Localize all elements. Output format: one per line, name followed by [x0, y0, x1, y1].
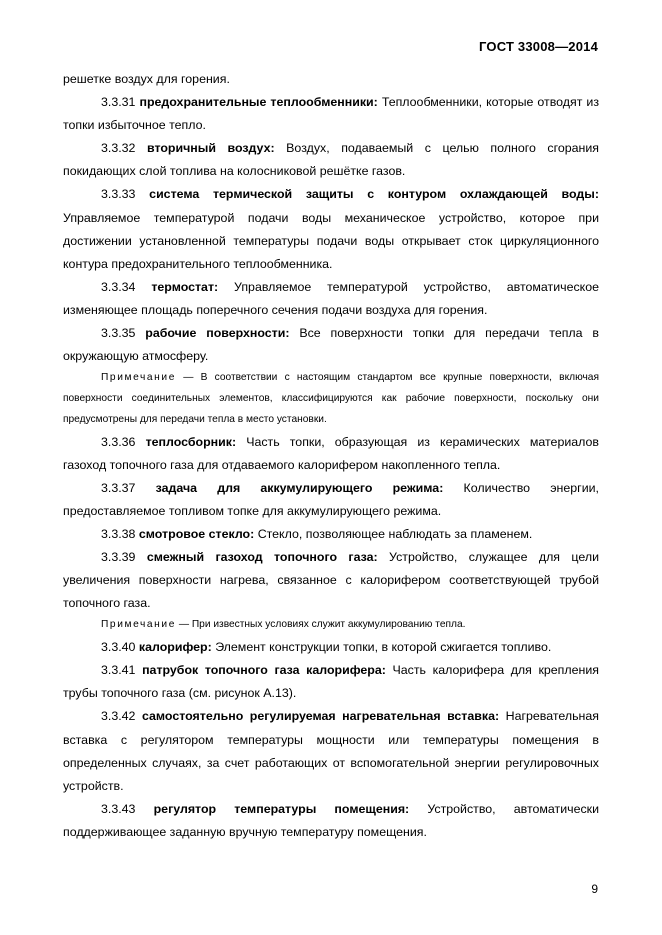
clause-number: 3.3.33 — [101, 187, 136, 202]
clause-number: 3.3.38 — [101, 526, 136, 541]
note-3-3-39 — [63, 615, 599, 636]
definition-3-3-34 — [63, 276, 599, 322]
definition-text: Часть топки, образующая из керамических материалов газоход топочного газа для отдаваемого калорифером накопленного тепла. — [63, 434, 599, 472]
definition-text: Все поверхности топки для передачи тепла в окружающую атмосферу. — [63, 326, 599, 364]
clause-number: 3.3.40 — [101, 640, 136, 655]
definition-3-3-33 — [63, 183, 599, 275]
definition-3-3-42 — [63, 705, 599, 797]
clause-number: 3.3.36 — [101, 434, 136, 449]
definition-text: Часть калорифера для крепления трубы топочного газа (см. рисунок А.13). — [63, 663, 599, 701]
definition-text: Устройство, служащее для цели увеличения поверхности нагрева, связанное с калорифером соответствующей трубой топочного газа. — [63, 550, 599, 611]
note-text: — В соответствии с настоящим стандартом все крупные поверхности, включая поверхности соединительных элементов, классифицируются как рабочие поверхности, поскольку они предусмотрены для передачи тепла в место установки. — [63, 372, 599, 425]
definition-3-3-35 — [63, 322, 599, 368]
definition-text: Количество энергии, предоставляемое топливом топке для аккумулирующего режима. — [63, 480, 599, 518]
clause-number: 3.3.31 — [101, 95, 136, 110]
note-label: Примечание — [101, 619, 176, 631]
document-body — [63, 68, 599, 844]
document-header — [479, 39, 598, 54]
definition-3-3-32 — [63, 137, 599, 183]
definition-text: Устройство, автоматически поддерживающее заданную вручную температуру помещения. — [63, 801, 599, 839]
term: вторичный воздух: — [147, 141, 275, 156]
page-number: 9 — [591, 882, 598, 896]
term: смотровое стекло: — [138, 526, 255, 541]
term: патрубок топочного газа калорифера: — [142, 663, 386, 678]
term: смежный газоход топочного газа: — [146, 550, 378, 565]
clause-number: 3.3.42 — [101, 709, 136, 724]
term: система термической защиты с контуром охлаждающей воды: — [149, 187, 599, 202]
definition-3-3-41 — [63, 659, 599, 705]
clause-number: 3.3.32 — [101, 141, 136, 156]
definition-text: Стекло, позволяющее наблюдать за пламенем. — [257, 526, 533, 541]
note-text: — При известных условиях служит аккумулированию тепла. — [178, 619, 466, 631]
term: калорифер: — [138, 640, 212, 655]
term: регулятор температуры помещения: — [153, 801, 410, 816]
definition-3-3-40 — [63, 636, 599, 659]
definition-text: Управляемое температурой устройство, автоматическое изменяющее площадь поперечного сечения подачи воздуха для горения. — [63, 279, 600, 317]
definition-3-3-39 — [63, 546, 599, 615]
paragraph-text: решетке воздух для горения. — [63, 72, 230, 86]
definition-text: Воздух, подаваемый с целью полного сгорания покидающих слой топлива на колосниковой решётке газов. — [63, 141, 599, 179]
clause-number: 3.3.43 — [101, 801, 136, 816]
note-label: Примечание — [101, 372, 176, 384]
definition-3-3-38 — [63, 523, 599, 546]
definition-text: Нагревательная вставка с регулятором температуры мощности или температуры помещения в определенных случаях, за счет работающих от вспомогательной энергии регулировочных устройств. — [63, 709, 599, 793]
definition-text: Элемент конструкции топки, в которой сжигается топливо. — [215, 640, 552, 655]
definition-3-3-31 — [63, 91, 599, 137]
term: самостоятельно регулируемая нагревательная вставка: — [142, 709, 500, 724]
term: задача для аккумулирующего режима: — [155, 480, 444, 495]
note-3-3-35 — [63, 368, 599, 430]
clause-number: 3.3.41 — [101, 663, 136, 678]
paragraph-continuation — [63, 68, 599, 91]
term: предохранительные теплообменники: — [139, 95, 378, 110]
clause-number: 3.3.37 — [101, 480, 136, 495]
term: теплосборник: — [145, 434, 237, 449]
term: рабочие поверхности: — [145, 326, 290, 341]
definition-3-3-36 — [63, 431, 599, 477]
definition-3-3-43 — [63, 798, 599, 844]
clause-number: 3.3.35 — [101, 326, 136, 341]
term: термостат: — [151, 279, 219, 294]
standard-designation: ГОСТ 33008—2014 — [479, 39, 598, 54]
definition-text: Управляемое температурой подачи воды механическое устройство, которое при достижении установленной температуры подачи воды открывает сток циркуляционного контура предохранительного теплообменника. — [63, 210, 599, 271]
clause-number: 3.3.34 — [101, 279, 136, 294]
clause-number: 3.3.39 — [101, 550, 136, 565]
definition-text: Теплообменники, которые отводят из топки избыточное тепло. — [63, 95, 599, 133]
definition-3-3-37 — [63, 477, 599, 523]
